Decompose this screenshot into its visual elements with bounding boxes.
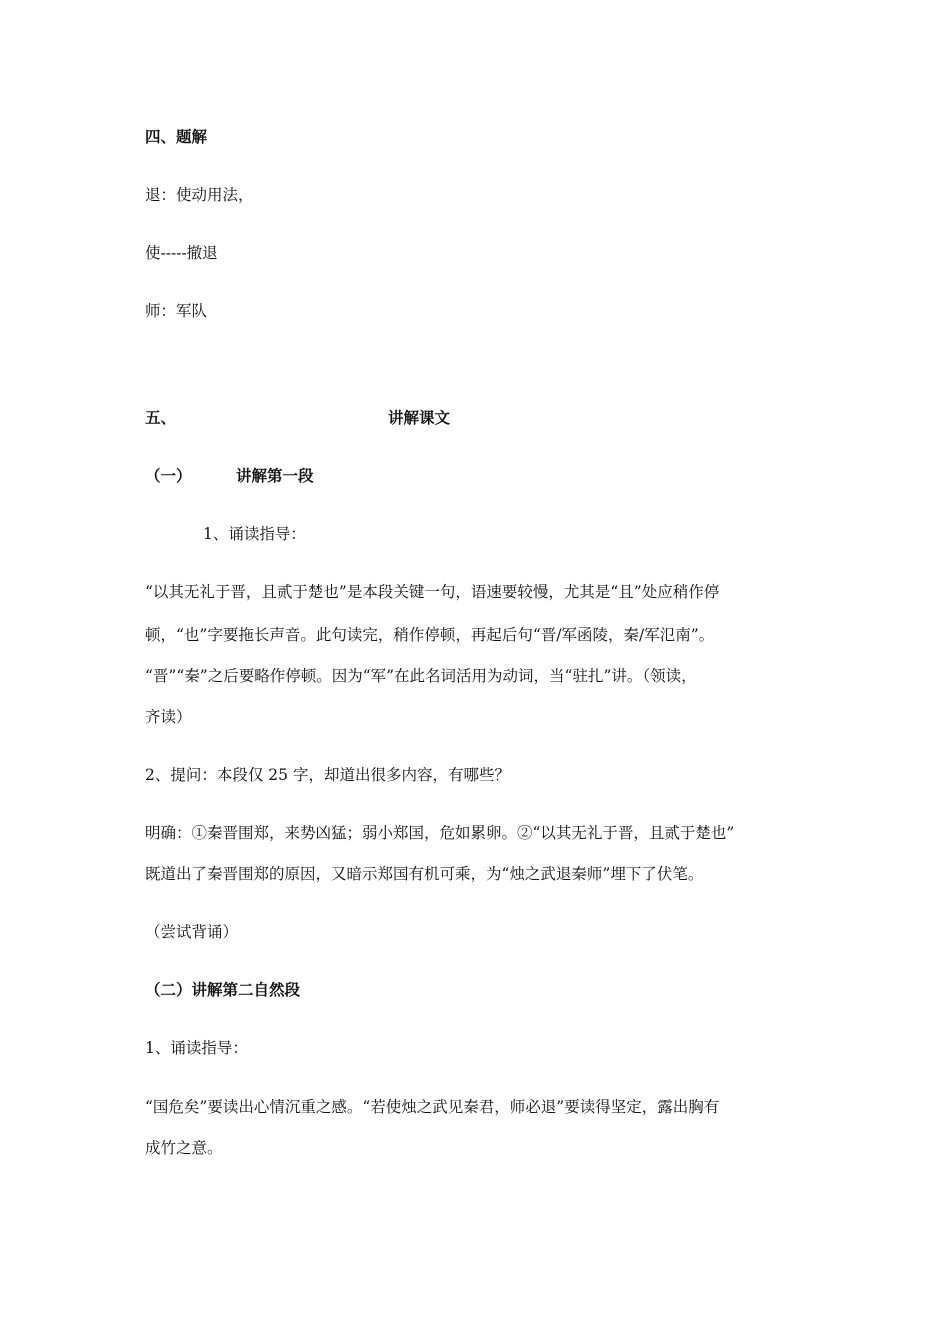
part1-answer-line: 既道出了秦晋围郑的原因，又暗示郑国有机可乘，为“烛之武退秦师”埋下了伏笔。 — [145, 865, 704, 883]
section5-number: 五、 — [145, 408, 177, 427]
part1-paragraph-line: “以其无礼于晋，且贰于楚也”是本段关键一句，语速要较慢，尤其是“且”处应稍作停 — [145, 583, 720, 601]
part1-answer-line: 明确：①秦晋围郑，来势凶猛；弱小郑国，危如累卵。②“以其无礼于晋，且贰于楚也” — [145, 824, 735, 842]
part2-step1: 1、诵读指导： — [145, 1039, 248, 1057]
part1-paragraph-line: 顿，“也”字要拖长声音。此句读完，稍作停顿，再起后句“晋/军函陵，秦/军氾南”。 — [145, 626, 715, 644]
section4-heading: 四、题解 — [145, 127, 208, 146]
part1-title: 讲解第一段 — [236, 466, 314, 485]
section5-title: 讲解课文 — [388, 408, 451, 427]
part2-paragraph-line: “国危矣”要读出心情沉重之感。“若使烛之武见秦君，师必退”要读得坚定，露出胸有 — [145, 1098, 720, 1116]
part2-heading: （二）讲解第二自然段 — [145, 980, 301, 999]
part1-step1: 1、诵读指导： — [203, 525, 306, 543]
section4-line2: 使-----撤退 — [145, 244, 218, 262]
part2-paragraph-line: 成竹之意。 — [145, 1139, 223, 1157]
section4-line3: 师：军队 — [145, 302, 208, 320]
section4-line1: 退：使动用法， — [145, 186, 254, 204]
part1-number: （一） — [145, 466, 192, 485]
part1-paragraph-line: 齐读） — [145, 708, 192, 726]
part1-step2: 2、提问：本段仅 25 字，却道出很多内容，有哪些？ — [145, 766, 510, 784]
part1-paragraph-line: “晋”“秦”之后要略作停顿。因为“军”在此名词活用为动词，当“驻扎”讲。（领读， — [145, 667, 697, 685]
part1-note: （尝试背诵） — [145, 923, 239, 941]
